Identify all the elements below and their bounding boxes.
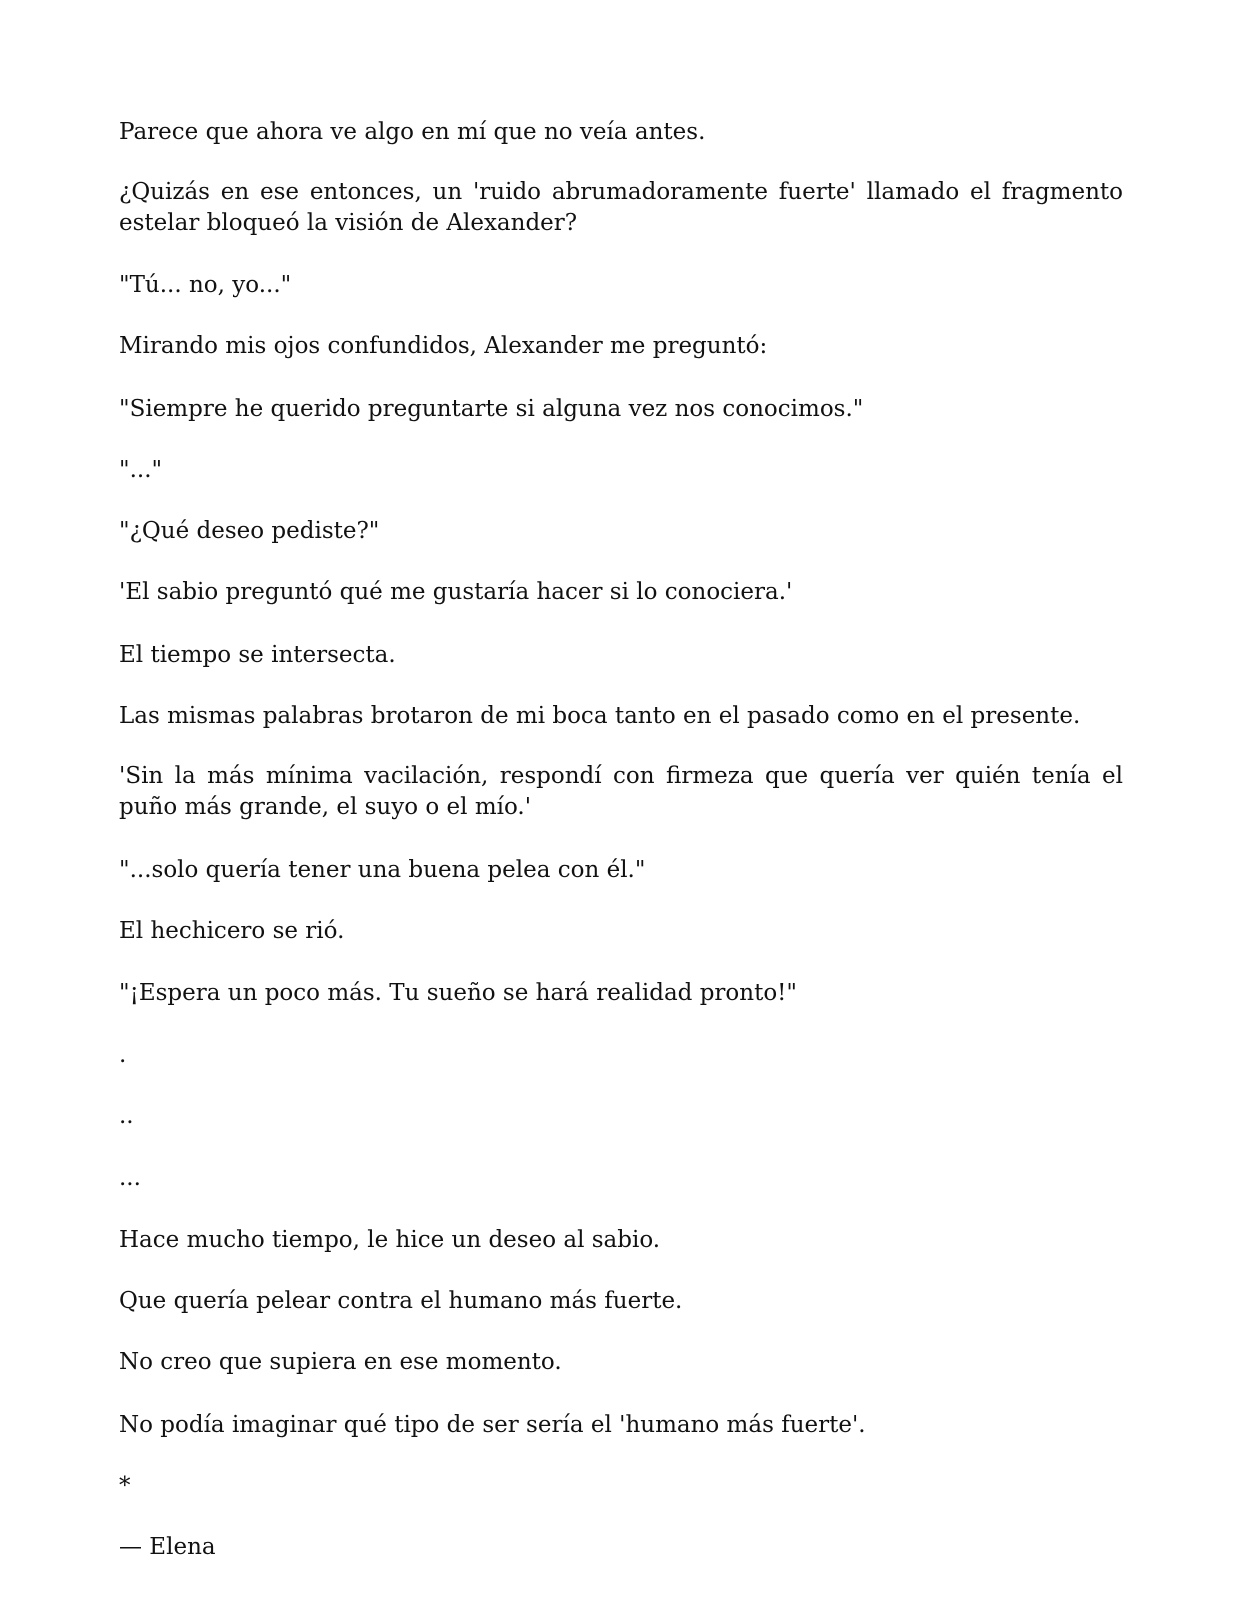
paragraph: No podía imaginar qué tipo de ser sería el 'humano más fuerte'. (119, 1412, 866, 1438)
paragraph: No creo que supiera en ese momento. (119, 1349, 562, 1375)
paragraph: . (119, 1042, 127, 1068)
paragraph: "¿Qué deseo pediste?" (119, 518, 380, 544)
paragraph: El tiempo se intersecta. (119, 642, 396, 668)
paragraph: "...solo quería tener una buena pelea con él." (119, 857, 646, 883)
paragraph: .. (119, 1103, 134, 1129)
paragraph: "Tú... no, yo..." (119, 272, 292, 298)
paragraph: 'El sabio preguntó qué me gustaría hacer si lo conociera.' (119, 579, 793, 605)
paragraph: "Siempre he querido preguntarte si alguna vez nos conocimos." (119, 396, 864, 422)
paragraph: Que quería pelear contra el humano más fuerte. (119, 1288, 683, 1314)
paragraph: Parece que ahora ve algo en mí que no veía antes. (119, 119, 706, 145)
section-break: * (119, 1473, 131, 1499)
paragraph: ... (119, 1165, 141, 1191)
paragraph: "..." (119, 457, 163, 483)
paragraph: "¡Espera un poco más. Tu sueño se hará realidad pronto!" (119, 980, 797, 1006)
paragraph: 'Sin la más mínima vacilación, respondí con firmeza que quería ver quién tenía el puño más grande, el suyo o el mío.' (119, 763, 1123, 820)
paragraph: Las mismas palabras brotaron de mi boca tanto en el pasado como en el presente. (119, 703, 1081, 729)
paragraph: ¿Quizás en ese entonces, un 'ruido abrumadoramente fuerte' llamado el fragmento estelar bloqueó la visión de Alexander? (119, 179, 1123, 236)
paragraph: — Elena (119, 1534, 216, 1560)
paragraph: Hace mucho tiempo, le hice un deseo al sabio. (119, 1227, 661, 1253)
paragraph: El hechicero se rió. (119, 918, 345, 944)
paragraph: Mirando mis ojos confundidos, Alexander me preguntó: (119, 333, 768, 359)
